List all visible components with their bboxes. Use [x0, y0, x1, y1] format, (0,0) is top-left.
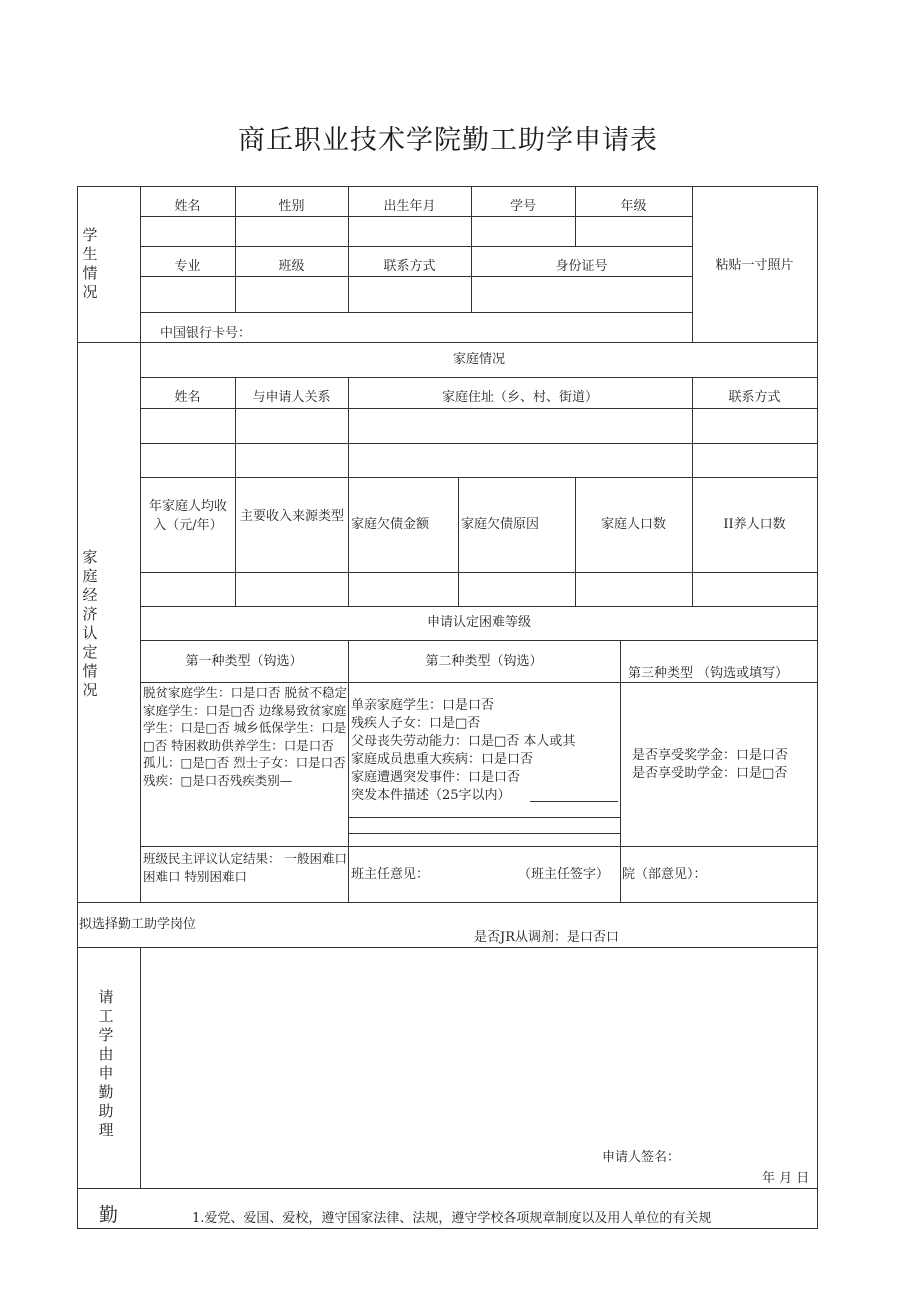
debt-reason-header: 家庭欠债原因: [461, 517, 540, 532]
dept-opinion: 院（部意见）：: [622, 867, 707, 882]
pledge-text: 1.爱党、爱国、爱校，遵守国家法律、法规，遵守学校各项规章制度以及用人单位的有关规: [192, 1211, 712, 1226]
type2-line: 父母丧失劳动能力：口是□否 本人或其: [351, 734, 576, 749]
income-header: 年家庭人均收入（元/年）: [148, 499, 227, 533]
pledge-label: 勤: [99, 1204, 119, 1226]
post-adjust: 是否JR从调剂：是口否口: [474, 930, 619, 945]
type3-title: 第三种类型 （钩选或填写）: [628, 666, 789, 681]
class-header: 班级: [278, 259, 305, 274]
type2-line: 单亲家庭学生：口是口否: [351, 698, 495, 713]
type1-options: 脱贫家庭学生：口是口否 脱贫不稳定家庭学生：口是□否 边缘易致贫家庭学生：口是□否 城乡低保学生：口是□否 特困救助供养学生：口是口否 孤儿：□是□否 烈士子女：口是口否 残疾：□是口否残疾类别—: [143, 685, 347, 788]
relation-header: 与申请人关系: [252, 390, 331, 405]
population-header: 家庭人口数: [600, 517, 666, 532]
family-section-label: 家庭经济认定情况: [82, 548, 98, 699]
birth-header: 出生年月: [383, 199, 436, 214]
type1-title: 第一种类型（钩选）: [185, 654, 303, 669]
reason-section-label: 请工学由 申勤助理: [98, 988, 114, 1139]
major-header: 专业: [174, 259, 201, 274]
id-card-header: 身份证号: [555, 259, 608, 274]
photo-placeholder: 粘贴一寸照片: [715, 258, 794, 273]
type3-line: 是否享受助学金：口是□否: [632, 766, 788, 781]
class-evaluation: 班级民主评议认定结果： 一般困难口 困难口 特别困难口: [143, 851, 347, 884]
member-contact-header: 联系方式: [728, 390, 781, 405]
applicant-signature: 申请人签名：: [602, 1150, 681, 1165]
family-title: 家庭情况: [452, 352, 505, 367]
type3-options: [632, 747, 788, 783]
gender-header: 性别: [278, 199, 305, 214]
bank-card-label: 中国银行卡号：: [160, 326, 252, 341]
type3-line: 是否享受奖学金：口是口否: [632, 748, 789, 763]
student-id-header: 学号: [509, 199, 536, 214]
contact-header: 联系方式: [383, 259, 436, 274]
debt-amount-header: 家庭欠债金额: [351, 517, 430, 532]
teacher-opinion: 班主任意见：: [351, 867, 430, 882]
type2-line: 家庭遭遇突发事件：口是口否: [351, 770, 521, 785]
type2-line: 残疾人子女：口是□否: [351, 716, 481, 731]
post-label: 拟选择勤工助学岗位: [79, 917, 197, 932]
teacher-sign: （班主任签字）: [518, 867, 610, 882]
name-header: 姓名: [174, 199, 201, 214]
dependents-header: II养人口数: [723, 517, 786, 532]
member-name-header: 姓名: [174, 390, 201, 405]
address-header: 家庭住址（乡、村、街道）: [441, 390, 598, 405]
sign-date: 年 月 日: [762, 1171, 810, 1186]
income-source-header: 主要收入来源类型: [239, 509, 344, 524]
type2-options: [351, 697, 575, 805]
difficulty-title: 申请认定困难等级: [426, 615, 531, 630]
form-title: 商丘职业技术学院勤工助学申请表: [238, 125, 658, 156]
type2-line: 突发本件描述（25字以内）: [351, 788, 511, 803]
student-section-label: 学生情况: [82, 226, 98, 301]
type2-title: 第二种类型（钩选）: [425, 654, 543, 669]
grade-header: 年级: [620, 199, 647, 214]
type2-line: 家庭成员患重大疾病：口是口否: [351, 752, 534, 767]
